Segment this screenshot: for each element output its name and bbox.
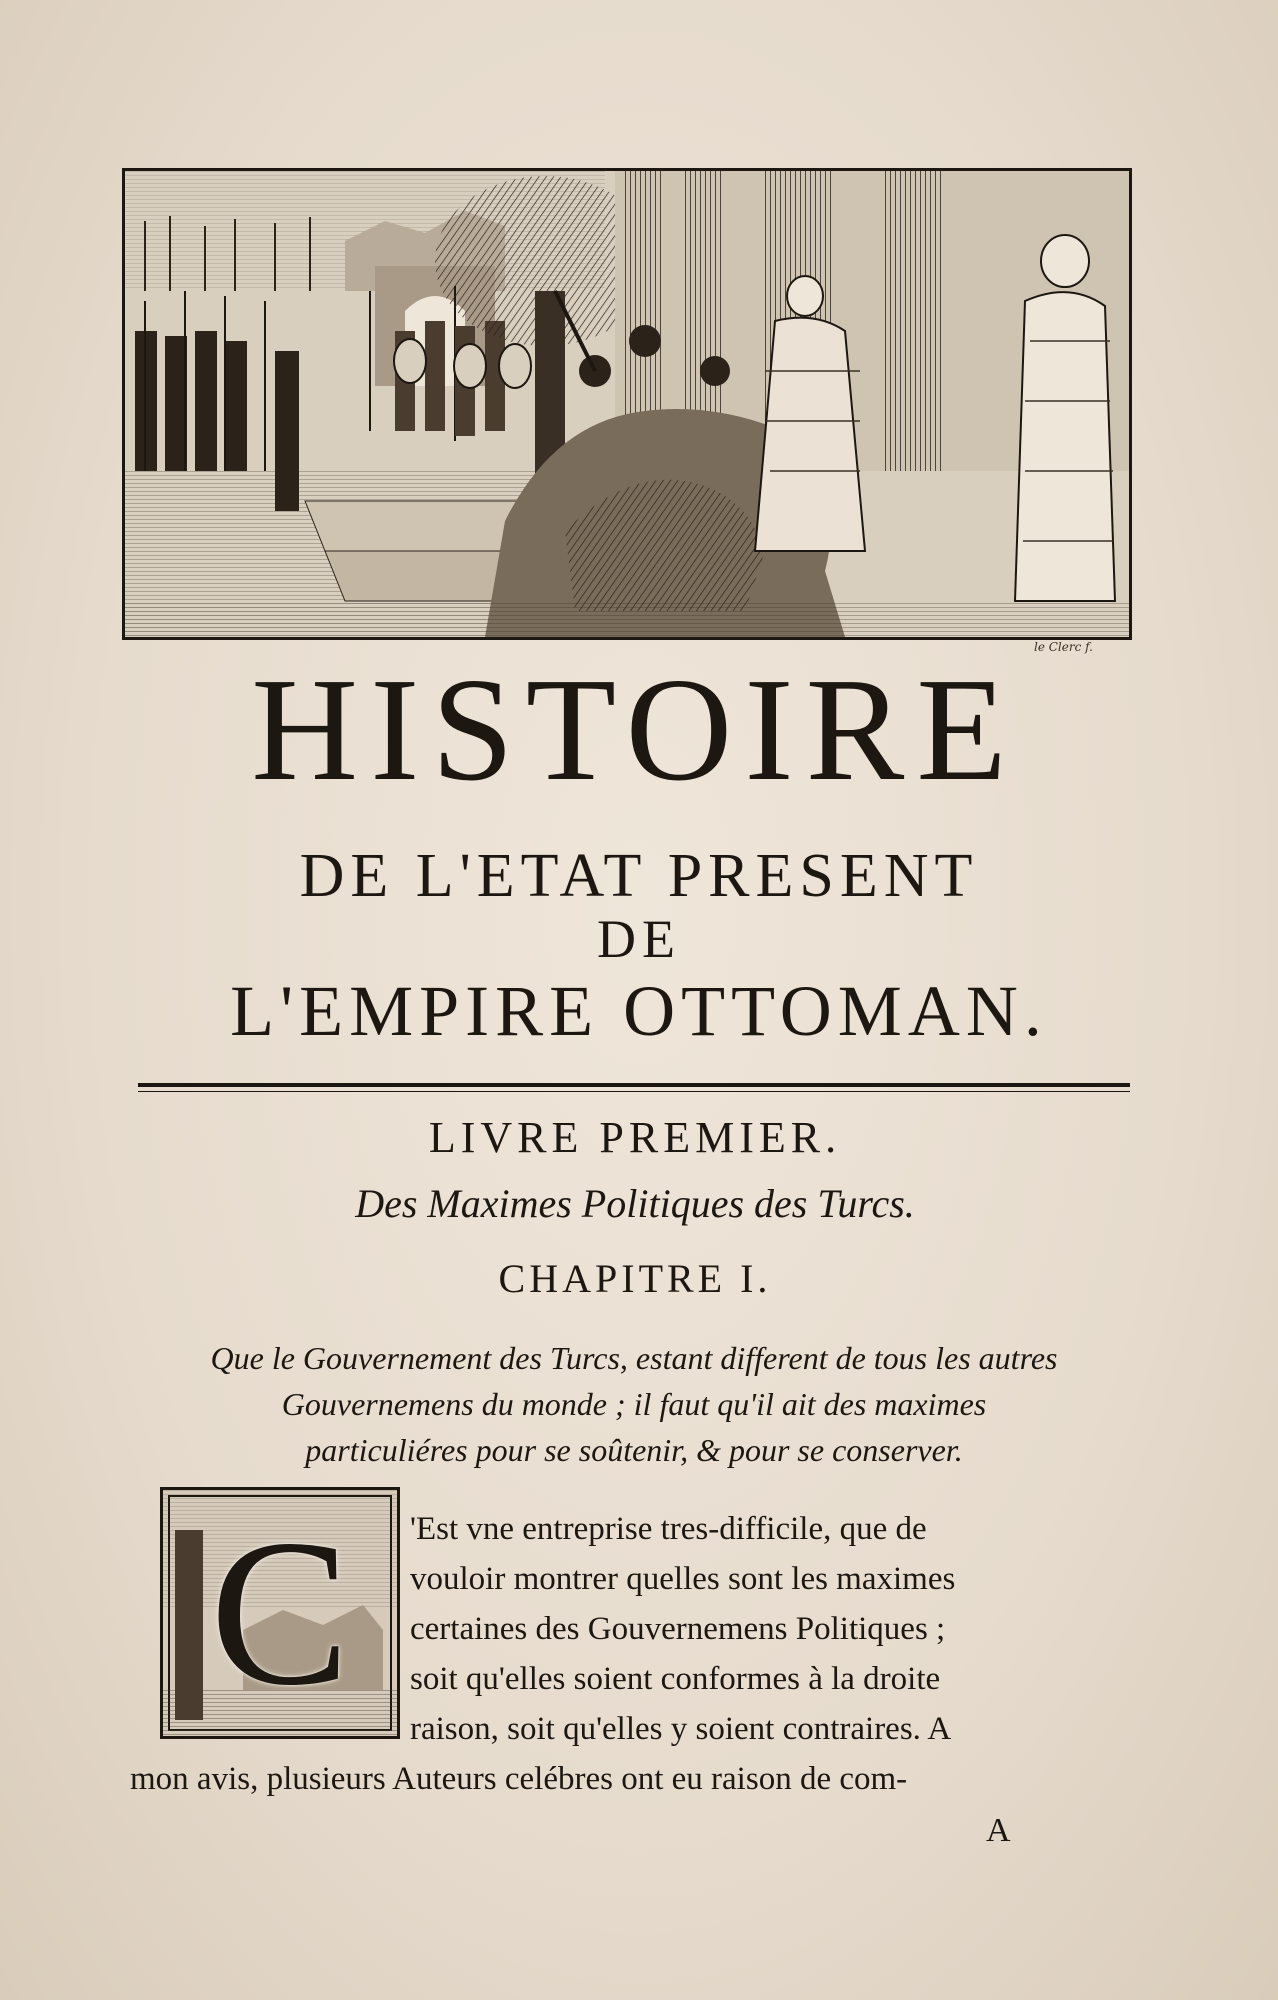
body-line: soit qu'elles soient conformes à la droite — [410, 1661, 941, 1697]
summary-line: Gouvernemens du monde ; il faut qu'il ait des maximes — [281, 1386, 987, 1422]
body-line: raison, soit qu'elles y soient contraires. A — [410, 1711, 952, 1747]
engraver-signature: le Clerc f. — [1034, 640, 1093, 654]
subtitle-line-1: DE L'ETAT PRESENT — [299, 842, 979, 910]
engraving-illustration — [125, 171, 1129, 637]
summary-line: Que le Gouvernement des Turcs, estant different de tous les autres — [210, 1340, 1058, 1376]
summary-line: particuliéres pour se soûtenir, & pour se conserver. — [305, 1432, 963, 1468]
divider-rule-thin — [138, 1091, 1130, 1092]
signature-mark: A — [986, 1812, 1011, 1849]
book-subtitle: Des Maximes Politiques des Turcs. — [355, 1181, 915, 1226]
body-line: vouloir montrer quelles sont les maximes — [410, 1561, 956, 1597]
subtitle-line-3: L'EMPIRE OTTOMAN. — [230, 971, 1048, 1051]
headpiece-engraving — [122, 168, 1132, 640]
chapter-summary — [128, 1335, 1140, 1473]
drop-cap-initial — [160, 1487, 400, 1739]
page-title: HISTOIRE — [251, 648, 1019, 812]
subtitle-line-2: DE — [597, 909, 681, 969]
body-line: certaines des Gouvernemens Politiques ; — [410, 1611, 946, 1647]
book-heading: LIVRE PREMIER. — [428, 1113, 842, 1162]
chapter-heading: CHAPITRE I. — [498, 1256, 772, 1301]
body-line: 'Est vne entreprise tres-difficile, que de — [410, 1511, 927, 1547]
drop-cap-letter: C — [209, 1496, 351, 1729]
body-line: mon avis, plusieurs Auteurs celébres ont eu raison de com- — [130, 1761, 908, 1797]
divider-rule — [138, 1083, 1130, 1087]
